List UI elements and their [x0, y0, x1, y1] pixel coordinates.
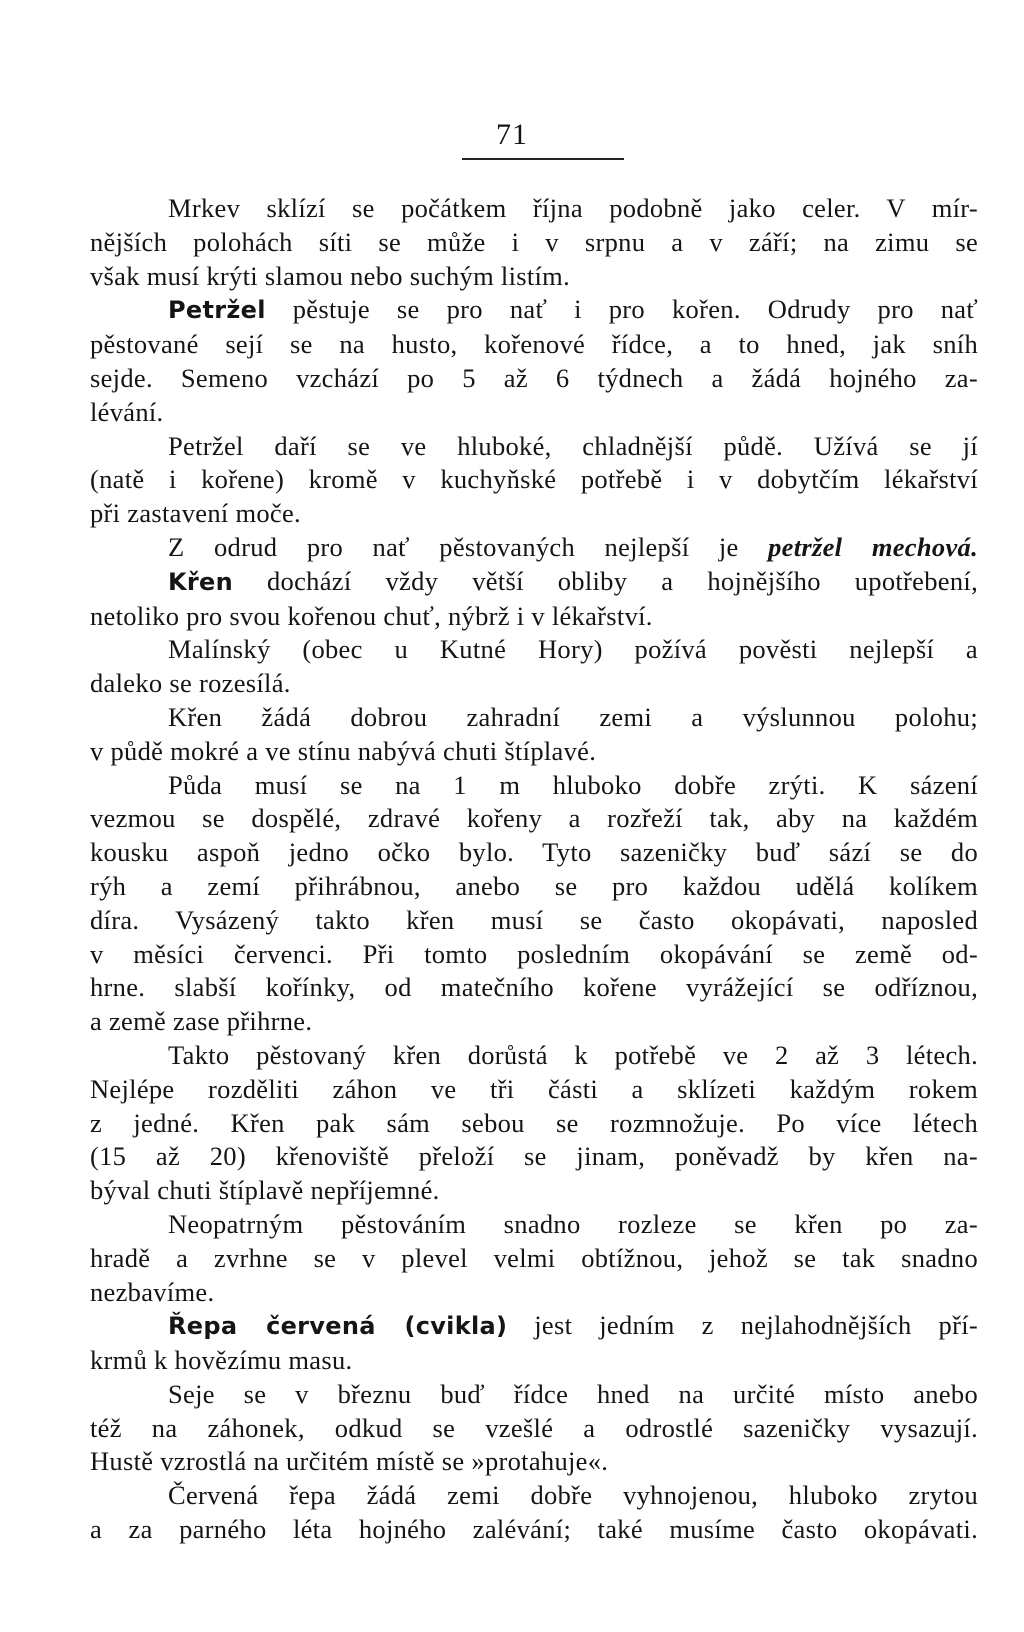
bold-term: Petržel: [168, 296, 266, 325]
text-run: při zastavení moče.: [90, 498, 301, 529]
text-line: [90, 1005, 978, 1039]
text-run: kousku aspoň jedno očko bylo. Tyto sazeničky buď sází se do: [90, 837, 978, 868]
text-run: vezmou se dospělé, zdravé kořeny a rozřeží tak, aby na každém: [90, 803, 978, 834]
text-line: [90, 870, 978, 904]
text-run: rýh a zemí přihrábnou, anebo se pro každou udělá kolíkem: [90, 870, 978, 901]
text-run: Hustě vzrostlá na určitém místě se »protahuje«.: [90, 1446, 609, 1477]
text-line: [90, 836, 978, 870]
text-run: a země zase přihrne.: [90, 1006, 313, 1037]
text-line: [90, 1309, 978, 1344]
text-run: netoliko pro svou kořenou chuť, nýbrž i v lékařství.: [90, 600, 653, 631]
text-run: však musí krýti slamou nebo suchým listím.: [90, 260, 571, 291]
text-line: [90, 1412, 978, 1446]
text-line: [90, 769, 978, 803]
text-run: Neopatrným pěstováním snadno rozleze se křen po za-: [168, 1208, 978, 1239]
text-line: [90, 667, 978, 701]
text-run: v půdě mokré a ve stínu nabývá chuti štíplavé.: [90, 735, 597, 766]
text-run: (natě i kořene) kromě v kuchyňské potřebě i v dobytčím lékařství: [90, 464, 978, 495]
text-run: Křen žádá dobrou zahradní zemi a výslunnou polohu;: [168, 701, 978, 732]
text-line: [90, 1276, 978, 1310]
text-run: Půda musí se na 1 m hluboko dobře zrýti. K sázení: [168, 769, 978, 800]
text-run: též na záhonek, odkud se vzešlé a odrostlé sazeničky vysazují.: [90, 1412, 978, 1443]
text-line: [90, 463, 978, 497]
text-line: [90, 1039, 978, 1073]
text-run: hradě a zvrhne se v plevel velmi obtížnou, jehož se tak snadno: [90, 1242, 978, 1273]
text-line: [90, 1174, 978, 1208]
text-run: Takto pěstovaný křen dorůstá k potřebě ve 2 až 3 létech.: [168, 1039, 978, 1070]
page-number: 71: [496, 118, 528, 151]
text-line: [90, 971, 978, 1005]
text-line: [90, 531, 978, 565]
bold-term: Řepa červená (cvikla): [168, 1312, 508, 1341]
text-run: nezbavíme.: [90, 1276, 215, 1307]
text-body: [90, 192, 978, 1547]
text-line: [90, 1378, 978, 1412]
text-line: [90, 497, 978, 531]
text-line: [90, 1513, 978, 1547]
text-line: [90, 362, 978, 396]
text-line: [90, 600, 978, 634]
text-run: Červená řepa žádá zemi dobře vyhnojenou, hluboko zrytou: [168, 1480, 978, 1511]
text-run: Mrkev sklízí se počátkem října podobně jako celer. V mír-: [168, 193, 978, 223]
text-line: [90, 701, 978, 735]
text-run: v měsíci červenci. Při tomto posledním okopávání se země od-: [90, 938, 978, 969]
text-run: hrne. slabší kořínky, od matečního kořene vyrážející se odříznou,: [90, 972, 978, 1003]
text-run: sejde. Semeno vzchází po 5 až 6 týdnech a žádá hojného za-: [90, 362, 978, 393]
text-run: Seje se v březnu buď řídce hned na určité místo anebo: [168, 1378, 978, 1409]
text-line: [90, 430, 978, 464]
text-line: [90, 1073, 978, 1107]
text-line: [90, 802, 978, 836]
page-number-rule: [462, 158, 624, 160]
text-run: býval chuti štíplavě nepříjemné.: [90, 1175, 440, 1206]
text-run: pěstované sejí se na husto, kořenové řídce, a to hned, jak sníh: [90, 329, 978, 360]
text-line: [90, 633, 978, 667]
text-line: [90, 192, 978, 226]
text-run: pěstuje se pro nať i pro kořen. Odrudy pro nať: [265, 294, 978, 325]
italic-term: petržel mechová.: [768, 531, 978, 562]
text-line: [90, 1242, 978, 1276]
text-run: díra. Vysázený takto křen musí se často okopávati, naposled: [90, 904, 978, 935]
text-run: daleko se rozesílá.: [90, 668, 291, 699]
text-run: lévání.: [90, 396, 164, 427]
text-line: [90, 1344, 978, 1378]
text-run: Petržel daří se ve hluboké, chladnější půdě. Užívá se jí: [168, 430, 978, 461]
text-line: [90, 226, 978, 260]
text-line: [90, 565, 978, 600]
text-line: [90, 904, 978, 938]
text-line: [90, 735, 978, 769]
text-run: krmů k hovězímu masu.: [90, 1345, 353, 1376]
text-run: dochází vždy větší obliby a hojnějšího upotřebení,: [233, 565, 978, 596]
text-line: [90, 293, 978, 328]
text-line: [90, 1208, 978, 1242]
text-line: [90, 1140, 978, 1174]
text-line: [90, 328, 978, 362]
bold-term: Křen: [168, 567, 233, 596]
text-run: nějších polohách síti se může i v srpnu a v září; na zimu se: [90, 226, 978, 257]
text-line: [90, 1445, 978, 1479]
text-line: [90, 1479, 978, 1513]
text-line: [90, 1107, 978, 1141]
text-run: a za parného léta hojného zalévání; také musíme často okopávati.: [90, 1514, 978, 1545]
text-run: jest jedním z nejlahodnějších pří-: [507, 1310, 979, 1341]
text-line: [90, 938, 978, 972]
text-run: z jedné. Křen pak sám sebou se rozmnožuje. Po více létech: [90, 1107, 978, 1138]
text-run: Z odrud pro nať pěstovaných nejlepší je: [168, 531, 769, 562]
text-run: (15 až 20) křenoviště přeloží se jinam, poněvadž by křen na-: [90, 1141, 978, 1172]
text-run: Malínský (obec u Kutné Hory) požívá pověsti nejlepší a: [168, 634, 978, 665]
text-line: [90, 260, 978, 294]
text-line: [90, 396, 978, 430]
text-run: Nejlépe rozděliti záhon ve tři části a sklízeti každým rokem: [90, 1073, 978, 1104]
